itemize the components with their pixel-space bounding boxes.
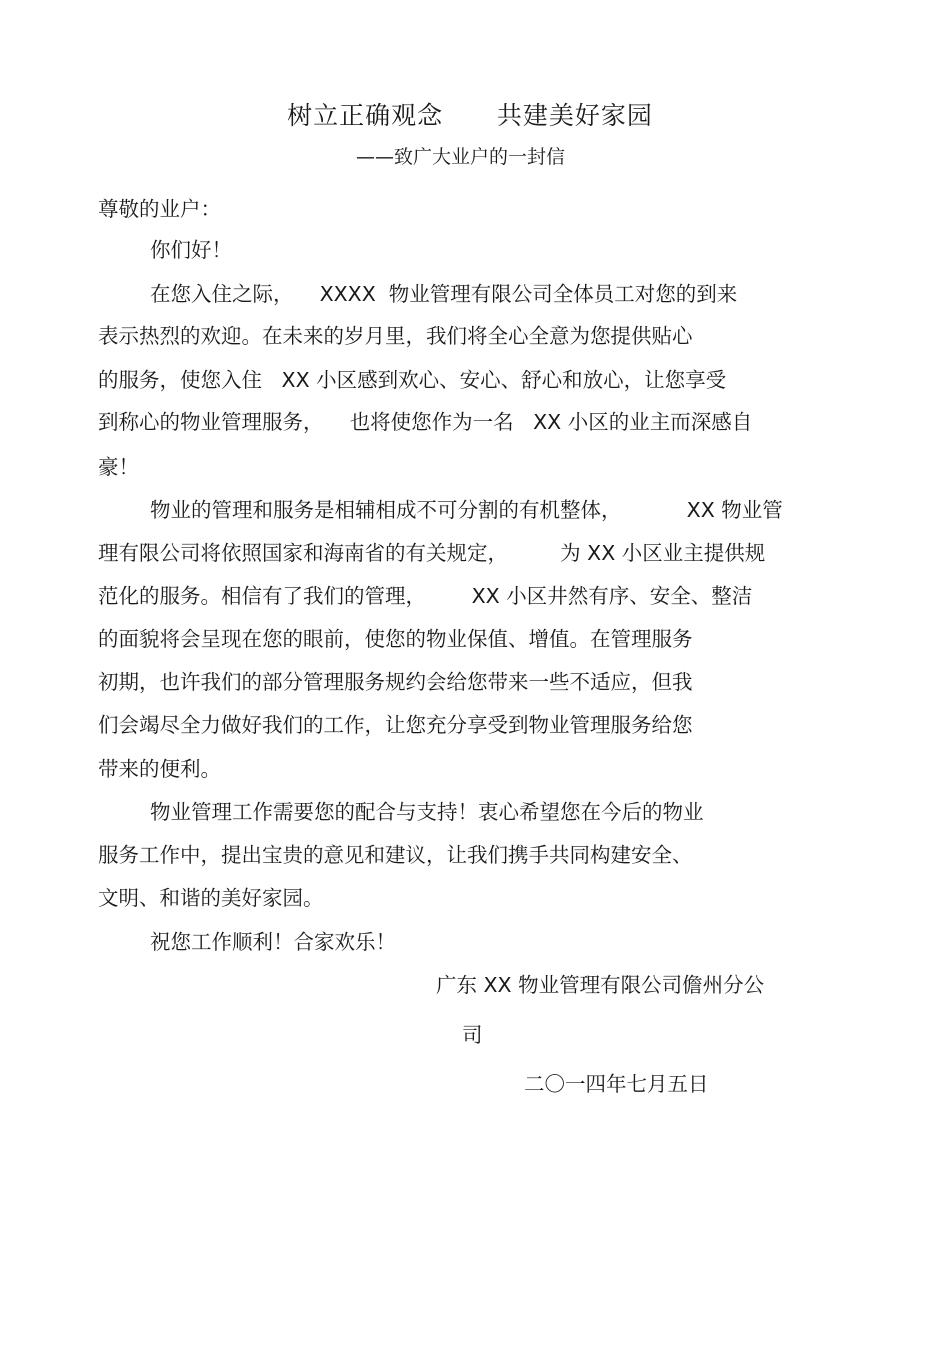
paragraph-2-line-3: 范化的服务。相信有了我们的管理， XX 小区井然有序、安全、整洁 xyxy=(98,584,753,608)
paragraph-3-line-1: 物业管理工作需要您的配合与支持！衷心希望您在今后的物业 xyxy=(150,800,704,824)
paragraph-1-line-2: 表示热烈的欢迎。在未来的岁月里，我们将全心全意为您提供贴心 xyxy=(98,324,693,348)
greeting: 你们好！ xyxy=(150,238,232,262)
paragraph-2-line-6: 们会竭尽全力做好我们的工作，让您充分享受到物业管理服务给您 xyxy=(98,713,693,737)
signature-company: 广东 XX 物业管理有限公司儋州分公 xyxy=(436,973,765,997)
salutation: 尊敬的业户： xyxy=(98,197,221,221)
paragraph-2-line-4: 的面貌将会呈现在您的眼前，使您的物业保值、增值。在管理服务 xyxy=(98,627,693,651)
paragraph-2-line-5: 初期，也许我们的部分管理服务规约会给您带来一些不适应，但我 xyxy=(98,670,693,694)
paragraph-1-line-5: 豪！ xyxy=(98,455,139,479)
closing-wishes: 祝您工作顺利！合家欢乐！ xyxy=(150,930,396,954)
letter-subtitle: ——致广大业户的一封信 xyxy=(356,146,566,168)
paragraph-2-line-2: 理有限公司将依照国家和海南省的有关规定， 为 XX 小区业主提供规 xyxy=(98,541,766,565)
letter-date: 二〇一四年七月五日 xyxy=(524,1072,709,1096)
paragraph-1-line-4: 到称心的物业管理服务， 也将使您作为一名 XX 小区的业主而深感自 xyxy=(98,410,753,434)
paragraph-2-line-7: 带来的便利。 xyxy=(98,757,221,781)
paragraph-2-line-1: 物业的管理和服务是相辅相成不可分割的有机整体， XX 物业管 xyxy=(150,498,783,522)
paragraph-1-line-1: 在您入住之际， XXXX 物业管理有限公司全体员工对您的到来 xyxy=(150,282,738,306)
paragraph-1-line-3: 的服务，使您入住 XX 小区感到欢心、安心、舒心和放心，让您享受 xyxy=(98,368,727,392)
paragraph-3-line-3: 文明、和谐的美好家园。 xyxy=(98,886,324,910)
paragraph-3-line-2: 服务工作中，提出宝贵的意见和建议，让我们携手共同构建安全、 xyxy=(98,843,693,867)
signature-company-continued: 司 xyxy=(462,1023,483,1047)
letter-title: 树立正确观念 共建美好家园 xyxy=(287,101,653,130)
